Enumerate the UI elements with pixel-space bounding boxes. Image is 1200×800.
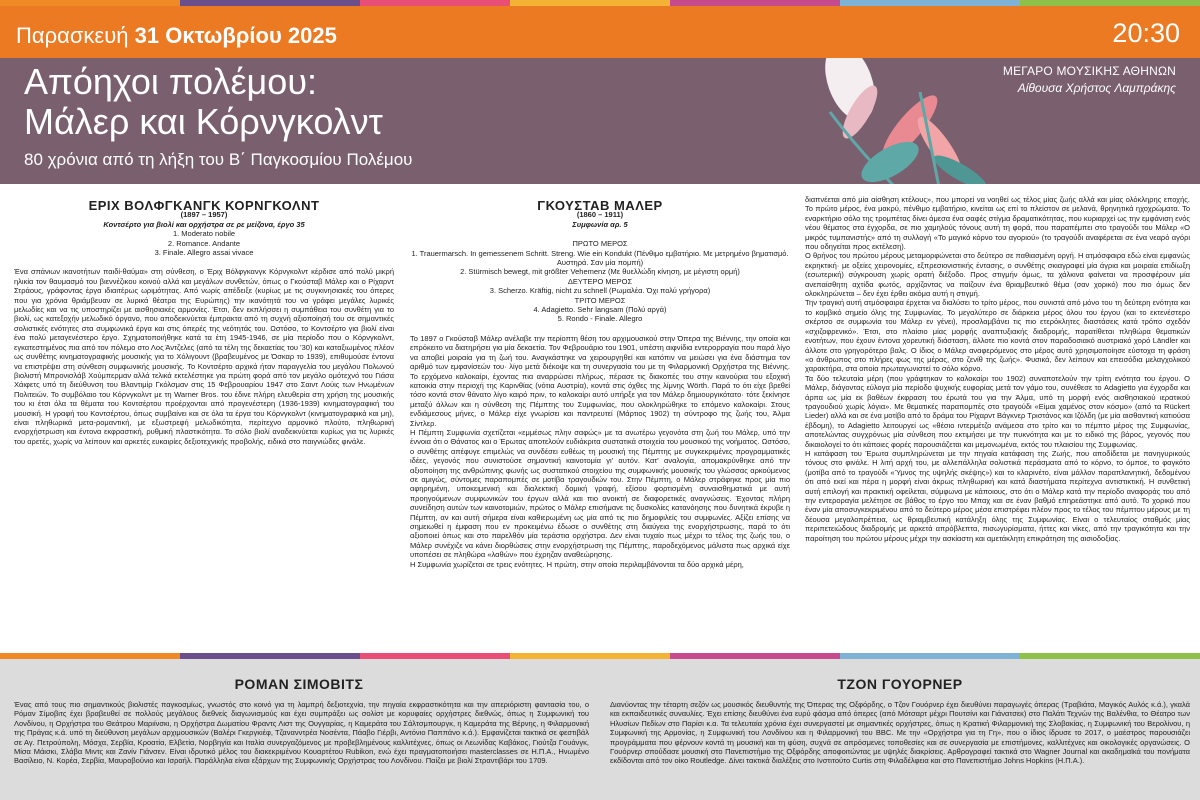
composer-years: (1860 – 1911) <box>576 210 624 220</box>
soloist-name: ΡΟΜΑΝ ΣΙΜΟΒΙΤΣ <box>234 676 364 692</box>
concert-date: Παρασκευή 31 Οκτωβρίου 2025 <box>16 23 337 48</box>
program-note: Ένα σπάνιων ικανοτήτων παιδί-θαύμα» στη σύνθεση, ο Έριχ Βόλφγκανγκ Κόρνγκολντ κέρδισε από πολύ μικρή ηλικία τον θαυμασμό του βιεννέζικου κοινού αλλά και μεγάλων συνθετών, όπως ο Γκούσταβ Μάλερ και ο Ρίχαρντ Στράους, γράφοντας έργα ιδιαιτέρως ωριμότητας. Από νωρίς απέδειξε (κυρίως με τις συγκινησιακές του όπερες που για χρόνια θριάμβευαν σε λυρικά θέατρα της Ευρώπης) την ικανότητά του να γράφει μεγάλες λυρικές μελωδίες και να τις υποστηρίζει με αισθησιακές αρμονίες. Έτσι, δεν εκπλήσσει η συμπάθεια του συνθέτη για το βιολί, ως κατεξοχήν μελωδικό όργανο, που αποδεικνύεται έμπρακτα από τη συχνή αξιοποίησή του σε σημαντικές σολιστικές ενότητες στα συμφωνικά έργα και στις όπερές της νεότητάς του. Ωστόσο, το Κοντσέρτο για βιολί είναι ένα πολύ μεταγενέστερο έργο. Σχηματοποιήθηκε κατά τα έτη 1945-1946, σε μία περίοδο που ο Κόρνγκολντ, εγκατεστημένος πια από τον πόλεμο στο Λος Άντζελες (από τα τέλη της δεκαετίας του '30) και καταξιωμένος πλέον ως συνθέτης κινηματογραφικής μουσικής για το Χόλιγουντ (βραβευμένος με Όσκαρ το 1939), επιθυμούσε έντονα να επιστρέψει στη σύνθεση συμφωνικής μουσικής. Το Κοντσέρτο αρχικά ήταν παραγγελία του μεγάλου Πολωνού βιολιστή Μπρονισλάβ Χούμπερμαν αλλά τελικά εκτελέστηκε για πρώτη φορά από τον μεγάλο ομότεχνό του Γιάσα Χάιφετς υπό τη διεύθυνση του Βλαντιμίρ Γκόλσμαν στις 15 Φεβρουαρίου 1947 στο Σαιντ Λούις των Ηνωμένων Πολιτειών. Το συμβόλαιο του Κόρνγκολντ με τη Warner Bros. του έδινε πλήρη ελευθερία στη χρήση της μουσικής του κι έτσι όλα τα θέματα του Κοντσέρτου προέρχονται από προγενέστερη (1936-1939) κινηματογραφική του μουσική. Η γραφή του Κοντσέρτου, όπως συμβαίνει και σε όλα τα έργα του Κόρνγκολντ (κινηματογραφικά και μη), είναι πληθωρικά μετα-ρομαντική, με εξωστρεφή μελωδικότητα, περίτεχνο αρμονικό πλούτο, πληθωρική ενορχήστρωση και έντονα εκφραστική, ρυθμική πλαστικότητα. Το σόλο βιολί αναδεικνύεται κυρίως για τις λυρικές του αρετές, χωρίς να λείπουν και αρκετές ευκαιρίες δεξιοτεχνικής προβολής, ειδικά στο παιγνιώδες φινάλε. <box>14 267 394 446</box>
program-note: Τα δύο τελευταία μέρη (που γράφτηκαν το καλοκαίρι του 1902) συναποτελούν την τρίτη ενότητα του έργου. Ο Μάλερ, διάγοντας εύλογα μία περίοδο ψυχικής ευφορίας μετά τον γάμο του, συνέθεσε το Adagietto για έγχορδα και άρπα ως μία εκ βαθέων έκφραση του έρωτά του για την Άλμα, υπό τη μορφή ενός αισθησιακού ιερατικού τραγουδιού χωρίς λόγια». Με θεματικές παραπομπές στο τραγούδι «Είμαι χαμένος στον κόσμο» (από τα Rückert Lieder) αλλά και σε ένα μοτίβο από το δράμα του Ρίχαρντ Βάγκνερ Τριστάνος και Ιζόλδη (με μία αισθαντική κατιούσα έβδομη), το Adagietto λειτουργεί ως «θέσιο ιντερμέτζο ανάμεσα στο τρίτο και το πέμπτο μέρος της Συμφωνίας, αποτελώντας συγχρόνως μία σύνθεση που εκτιμήσει με την πυκνότητα και με το ειδικό της βάρος, γεγονός που δικαιολογεί το ότι κάποιες φορές παρουσιάζεται και μεμονωμένα, εκτός του πλαισίου της Συμφωνίας. <box>805 373 1190 449</box>
lily-flower-illustration <box>790 58 990 184</box>
program-note: Το 1897 ο Γκούσταβ Μάλερ ανέλαβε την περίοπτη θέση του αρχιμουσικού στην Όπερα της Βιέννης, την οποία και επρόκειτο να διατηρήσει για μία δεκαετία. Τον Φεβρουάριο του 1901, υπέστη αιφνίδια εντερορραγία που παρά λίγο να αποβεί μοιραία για τη ζωή του. Αναγκάστηκε να χειρουργηθεί και κατόπιν να μειώσει για ένα διάστημα τον αριθμό των εμφανίσεών του· λίγο μετά διέκοψε και τη συνεργασία του με τη Φιλαρμονική Ορχήστρα της Βιέννης. Το ερχόμενο καλοκαίρι, έχοντας πια αναρρώσει πλήρως, πέρασε τις διακοπές του στην καινούρια του εξοχική κατοικία στην περιοχή της Καρινθίας (νότια Αυστρία), κοντά στις όχθες της λίμνης Wörth. Παρά το ότι είχε βρεθεί τόσο κοντά στον θάνατο λίγο καιρό πριν, το καλοκαίρι αυτό υπήρξε για τον Μάλερ δημιουργικότατο· τότε ξεκίνησε μεταξύ άλλων και η σύνθεση της Πέμπτης του Συμφωνίας, που ολοκληρώθηκε το επόμενο καλοκαίρι. Στους ενδιάμεσους μήνες, ο Μάλερ είχε γνωρίσει και παντρευτεί (Μάρτιος 1902) τη σύντροφο της ζωής του, Άλμα Σίντλερ. <box>410 333 790 428</box>
bottom-color-strip <box>0 653 1200 659</box>
program-note: Η Συμφωνία χωρίζεται σε τρεις ενότητες. Η πρώτη, στην οποία περιλαμβάνονται τα δύο αρχικά μέρη, <box>410 559 744 569</box>
hall-name: Αίθουσα Χρήστος Λαμπράκης <box>1017 81 1176 95</box>
program-note: Ο θρήνος του πρώτου μέρους μεταμορφώνεται στο δεύτερο σε παθιασμένη οργή. Η ατμόσφαιρα εδώ είναι εμφανώς εκρηκτική· με οξείες χειρονομίες, εξπρεσιονιστικής έντασης, ο συνθέτης σκιαγραφεί μία άγρια και μοιραία επιδίωξη (εσωτερική) σύγκρουση χωρίς ορατή διέξοδο. Προς στιγμήν όμως, τα χάλκινα φαίνεται να προσφέρουν μία ανεπαίσθητη αχτίδα φωτός, αρχίζοντας να παίζουν ένα θριαμβευτικό θέμα (σαν χορικό) που πιο όμως δεν ολοκληρώνεται – δεν έχει έρθει ακόμα αυτή η στιγμή. <box>805 251 1190 299</box>
movement: 3. Finale. Allegro assai vivace <box>154 248 254 258</box>
soloist-bio: Ένας από τους πιο σημαντικούς βιολιστές παγκοσμίως, γνωστός στο κοινό για τη λαμπρή δεξιοτεχνία, την πηγαία εκφραστικότητα και την απεριόριστη φαντασία του, ο Ρόμαν Σίμοβιτς έχει βραβευθεί σε πολλούς μεγάλους διεθνείς διαγωνισμούς και έχει συμπράξει ως σολίστ με κορυφαίες ορχήστρες διεθνώς, όπως η Συμφωνική του Λονδίνου, η Ορχήστρα του Θεάτρου Μαριίνσκι, η Ορχήστρα Δωματίου Φραντς Λιστ της Ουγγαρίας, η Καμεράτα του Σάλτσμπουργκ, η Καμεράτα της Βέρνης, η Φιλαρμονική της Πράγας κ.ά. υπό τη διεύθυνση μεγάλων αρχιμουσικών (Βαλέρι Γκεργκιέφ, Τζανανντρέα Νοσέντα, Πάαβο Γιέρβι, Αντόνιο Παππάνο κ.ά.). Εμφανίζεται τακτικά σε φεστιβάλ σε Αγ. Πετρούπολη, Μόσχα, Σερβία, Κροατία, Ελβετία, Νορβηγία και Ιταλία συνεργαζόμενος με προβεβλημένους καλλιτέχνες, όπως οι Λεωνίδας Καβάκος, Γιούτζα Γουάνγκ, Μίσα Μάισκι, Σλάβα Μιντς και Ζανίν Γιάνσεν. Είναι ιδρυτικό μέλος του διακεκριμένου Κουαρτέτου Rubikon, ενώ έχει πραγματοποιήσει masterclasses σε Η.Π.Α., Ηνωμένο Βασίλειο, Ν. Κορέα, Σερβία, Μαυροβούνιο και Ισραήλ. Παράλληλα είναι εξάρχων της Συμφωνικής Ορχήστρας του Λονδίνου. Παίζει με βιολί Στραντιβάρι του 1709. <box>14 700 589 766</box>
movement: 2. Romance. Andante <box>167 238 241 248</box>
movement: 2. Stürmisch bewegt, mit größter Vehemenz (Με θυελλώδη κίνηση, με μέγιστη ορμή) <box>460 267 740 277</box>
work-title: Κοντσέρτο για βιολί και ορχήστρα σε ρε μείζονα, έργο 35 <box>103 219 305 229</box>
composer-name: ΓΚΟΥΣΤΑΒ ΜΑΛΕΡ <box>537 198 663 213</box>
mahler-column <box>410 195 790 645</box>
work-title: Συμφωνία αρ. 5 <box>572 219 628 229</box>
concert-time: 20:30 <box>1112 18 1180 48</box>
page-title-line1: Απόηχοι πολέμου: <box>24 61 318 102</box>
movement: 4. Adagietto. Sehr langsam (Πολύ αργά) <box>533 305 667 315</box>
page-subtitle: 80 χρόνια από τη λήξη του Β΄ Παγκοσμίου Πολέμου <box>24 150 413 169</box>
movement: 1. Moderato nobile <box>172 229 236 239</box>
composer-name: ΕΡΙΧ ΒΟΛΦΓΚΑΝΓΚ ΚΟΡΝΓΚΟΛΝΤ <box>88 198 320 213</box>
program-note: Η κατάφαση του Έρωτα συμπληρώνεται με την πηγαία κατάφαση της Ζωής, που αποδίδεται με πανηγυρικούς τόνους στο φινάλε. Η λιτή αρχή του, με αλλεπάλληλα σολιστικά περάσματα από το κόρνο, το όμποε, το φαγκότο (μοτίβα από το τραγούδι «Ύμνος της υψηλής σκέψης») και το κλαρινέτο, είναι μάλλον παραπλανητική, δεδομένου ότι από εκεί και πέρα η μορφή είναι άκρως πληθωρική και κατά διαστήματα περίτεχνα αντιστικτική. Η συνθετική αυτή επιλογή και πρακτική οφείλεται, σύμφωνα με κάποιους, στο ότι ο Μάλερ κατά την περίοδο αναφοράς του από την εντεροραγία μελέτησε σε βάθος το έργο του Μπαχ και σε έναν βαθμό επηρεάστηκε από αυτό. Το χορικό που έναν μία αποσυγκεκριμένου από το δεύτερο μέρος μέσα επιστρέφει πλέον προς το τέλος του πέμπτου μέρους με τη δέουσα μεγαλοπρέπεια, ως θριαμβευτική κατάληξη όλης της Συμφωνίας. Είναι ο τελευταίος σταθμός μίας περιπετειώδους διαδρομής με αρκετά απρόβλεπτα, πισωγυρίσματα, ήττες και νίκες, από την τραγικότητα και την παροίτηση του πρώτου μέρους μέχρι την ασκίαστη και αμετάκλητη επικράτηση της αισιοδοξίας. <box>805 448 1190 543</box>
date-bar <box>0 6 1200 58</box>
conductor-bio: Διανύοντας την τέταρτη σεζόν ως μουσικός διευθυντής της Όπερας της Οξφόρδης, ο Τζον Γουόρνερ έχει διευθύνει παραγωγές όπερας (Τραβιάτα, Μαγικός Αυλός κ.ά.), γκαλά και εκπαιδευτικές συναυλίες. Έχει επίσης διευθύνει ένα ευρύ φάσμα από όπερες (από Μότσαρτ μέχρι Πουτσίνι και Γιάνατσεκ) στο Παλάτι Τεχνών της Βαλένθια, το Θέατρο των Ηλυσίων Πεδίων στο Παρίσι κ.α. Τα τελευταία χρόνια έχει συνεργαστεί με σημαντικές ορχήστρες, όπως η Κρατική Φιλαρμονική της Σλοβακίας, η Συμφωνική του Βερολίνου, η Συμφωνική της Αρμονίας, η Συμφωνική του Λονδίνου και η Φιλαρμονική του BBC. Με την «Ορχήστρα για τη Γη», που ο ίδιος ίδρυσε το 2017, ο μαέστρος παρουσιάζει προγράμματα που φέρνουν κοντά τη μουσική και τη φύση, συχνά σε απρόσμενες τοποθεσίες και σε συνεργασία με επιστήμονες, καλλιτέχνες και οικολογικές οργανώσεις. Ο Γουόρνερ σπούδασε μουσική στο Πανεπιστήμιο της Οξφόρδης αποφοιτώντας με υψηλές διακρίσεις. Αρθρογραφεί τακτικά στο Wagner Journal και ακαδημαϊκά του πονήματα εκδίδονται από τον οίκο Routledge. Δίνει τακτικά διαλέξεις στο Ινστιτούτο Curtis στη Φιλαδέλφεια και στο Πανεπιστήμιο Johns Hopkins (Η.Π.Α.). <box>610 700 1190 766</box>
program-note: διαπνέεται από μία αίσθηση κτέλους», που μπορεί να νοηθεί ως τέλος μίας ζωής αλλά και μίας ολόκληρης εποχής. Το πρώτο μέρος, ένα μακρύ, πένθιμο εμβατήριο, κινείται ως επί το πλείστον σε μελανά, θρηνητικά ηχοχρώματα. Το εναρκτήριο σόλο της τρομπέτας δίνει άμεσα ένα σαφές στίγμα δραματικότητας, που κυριαρχεί ως την εμφάνιση ενός νέου θέματος στα έγχορδα, σε πιο χαμηλούς τόνους αυτή τη φορά, που παραπέμπει στο τραγούδι του Μάλερ «Ο μικρός τυμπανιστής» από τη συλλογή «Το μαγικό κόρνο του αγοριού» (το τραγούδι αναφέρεται σε ένα νεαρό αγόρι που οδηγείται προς εκτέλεση). <box>805 195 1190 252</box>
movement: 3. Scherzo. Kräftig, nicht zu schnell (Ρωμαλέα. Όχι πολύ γρήγορα) <box>489 286 711 296</box>
korngold-column <box>14 195 394 645</box>
conductor-name: ΤΖΟΝ ΓΟΥΟΡΝΕΡ <box>837 676 963 692</box>
mahler-notes-continued <box>805 195 1190 645</box>
page-title-line2: Μάλερ και Κόρνγκολντ <box>24 101 383 142</box>
program-part: ΔΕΥΤΕΡΟ ΜΕΡΟΣ <box>567 276 633 286</box>
venue-block <box>1003 64 1176 95</box>
program-part: ΠΡΩΤΟ ΜΕΡΟΣ <box>572 239 628 249</box>
movement: 1. Trauermarsch. In gemessenem Schritt. Streng. Wie ein Kondukt (Πένθιμο εμβατήριο. Με μετρημένο βηματισμό. Αυστηρά. Σαν μία πομπή) <box>411 248 789 268</box>
composer-years: (1897 – 1957) <box>180 210 228 220</box>
program-note: Η Πέμπτη Συμφωνία σχετίζεται «εμμέσως πλην σαφώς» με τα ανωτέρω γεγονότα στη ζωή του Μάλερ, υπό την έννοια ότι ο Θάνατος και ο Έρωτας αποτελούν ευδιάκριτα συστατικά στοιχεία του μουσικού της νοήματος. Ωστόσο, ο συνθέτης απέφυγε επιμελώς να συνδέσει ευθέως τη μουσική της Πέμπτης με συγκεκριμένες προγραμματικές ιδέες, γεγονός που συνιστούσε σημαντική καινοτομία γι' αυτόν. Κατ' αναλογία, απομακρύνθηκε από την αξιοποίηση της ανθρώπινης φωνής ως συστατικού στοιχείου της συμφωνικής μουσικής του γλώσσας αρκούμενος σε αμιγώς, σύντομες παραπομπές σε μοτίβα τραγουδιών του. Στην Πέμπτη, ο Μάλερ στράφηκε προς μία πιο αφηρημένη, υποκειμενική και διαλεκτική δομική γραφή, εξίσου φορτισμένη συναισθηματικά με αυτή προηγούμενων συμφωνικών του έργων αλλά και πιο ανοικτή σε διαφορετικές αναγνώσεις. Έχοντας πλήρη συνείδηση αυτών των καινοτομιών, πρώτος ο Μάλερ επισήμανε τις δυσκολίες κατανόησης που δυνητικά έκρυβε η Πέμπτη, αν και αυτή σήμερα είναι καθιερωμένη ως μία από τις πιο δημοφιλείς του συμφωνίες. Αξίζει επίσης να σημειωθεί η έμφαση που εν προκειμένω έδωσε ο συνθέτης στη διαύγεια της ενορχήστρωσης, παρά το ότι αξιοποιεί όπως και στο παρελθόν μία τεράστια ορχήστρα. Δεν είναι τυχαίο πως μέχρι το τέλος της ζωής του, ο Μάλερ συνέχιζε να κάνει διορθώσεις στην ενορχήστρωση της Πέμπτης, παροδεχόμενος μάλιστα πως αρχικά είχε υποπέσει σε πληθώρα «λαθών» που έχρηζαν αναθεώρησης. <box>410 427 790 560</box>
program-part: ΤΡΙΤΟ ΜΕΡΟΣ <box>574 295 626 305</box>
title-banner <box>0 58 1200 184</box>
program-note: Την τραγική αυτή ατμόσφαιρα έρχεται να διαλύσει το τρίτο μέρος, που συνιστά από μόνο του τη δεύτερη ενότητα και το κομβικό σημείο όλης της Συμφωνίας. Το μεγαλύτερο σε διάρκεια μέρος όλου του έργου (και το εκτενέστερο σκέρτσο σε συμφωνία του Μάλερ εν γένει), προσλαμβάνει τις πιο ετερόκλητες διαστάσεις κατά τρόπο σχεδόν «σχιζοφρενικό». Έτσι, στο πλαίσιο μίας μορφής αναπτυξιακής διαδρομής, παρατίθεται πληθώρα θεματικών ενοτήτων, που έχουν έντονα χορευτική διάσταση, άλλοτε πιο κοντά στον παραδοσιακό αυστριακό χορό Ländler και άλλοτε στο γρηγορότερο βαλς. Ο ίδιος ο Μάλερ αναφερόμενος στο μέρος αυτό χρησιμοποίησε εύστοχα τη φράση «ο άνθρωπος στο πλήρες φως της μέρας, στο ζενίθ της ζωής». Φυσικά, δεν λείπουν και επεισόδια μελαγχολικού χαρακτήρα, στα οποία πρωταγωνιστεί το σόλο κόρνο. <box>805 298 1190 374</box>
venue-name: ΜΕΓΑΡΟ ΜΟΥΣΙΚΗΣ ΑΘΗΝΩΝ <box>1002 64 1176 78</box>
movement: 5. Rondo - Finale. Allegro <box>557 314 643 324</box>
